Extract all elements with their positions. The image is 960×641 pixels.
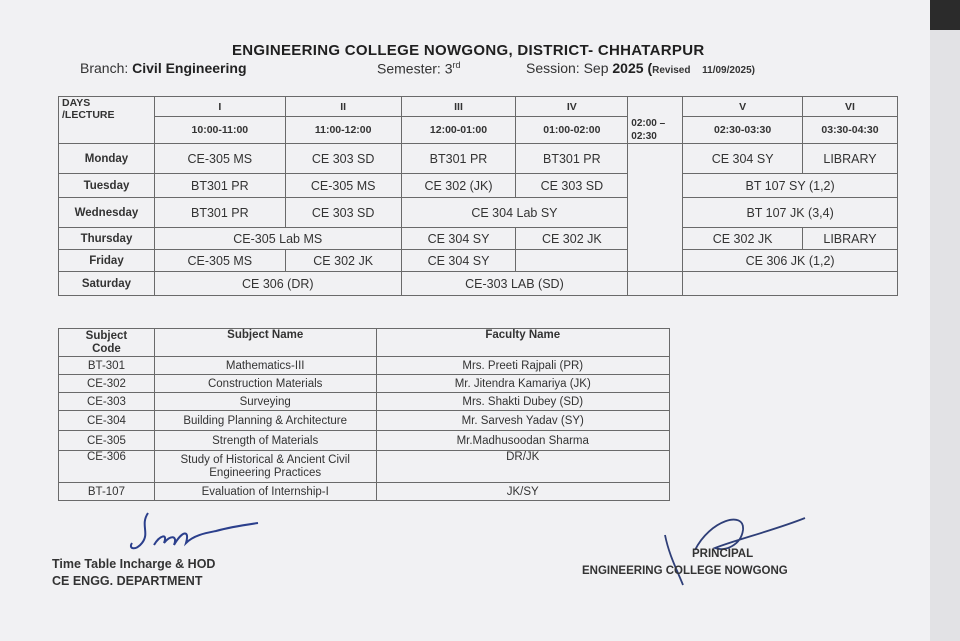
- cell-sat-3: CE-303 LAB (SD): [401, 272, 628, 296]
- semester-sup: rd: [452, 60, 461, 70]
- cell-fri-5: CE 306 JK (1,2): [683, 250, 898, 272]
- hod-title: Time Table Incharge & HOD: [52, 557, 216, 571]
- subject-name-cell: [154, 451, 376, 483]
- timetable: [58, 96, 898, 296]
- subject-code: CE-305: [59, 431, 155, 451]
- faculty-name: Mr.Madhusoodan Sharma: [376, 431, 670, 451]
- cell-fri-3: CE 304 SY: [401, 250, 516, 272]
- day-monday: Monday: [59, 144, 155, 174]
- session-line: [526, 60, 755, 76]
- branch-label: Branch:: [80, 60, 129, 76]
- cell-sat-1: CE 306 (DR): [154, 272, 401, 296]
- day-thursday: Thursday: [59, 228, 155, 250]
- faculty-name: Mr. Jitendra Kamariya (JK): [376, 375, 670, 393]
- lecture-label: /LECTURE: [62, 109, 115, 121]
- subjects-table: [58, 328, 670, 501]
- faculty-name: Mrs. Preeti Rajpali (PR): [376, 357, 670, 375]
- subject-name: Surveying: [154, 393, 376, 411]
- table-row: [59, 451, 670, 483]
- semester-label: Semester:: [377, 60, 441, 77]
- time-2: 11:00-12:00: [285, 117, 401, 144]
- branch-line: [80, 60, 247, 76]
- cell-wed-3: CE 304 Lab SY: [401, 198, 628, 228]
- subject-name: Evaluation of Internship-I: [154, 483, 376, 501]
- table-row: [59, 431, 670, 451]
- table-row: [59, 393, 670, 411]
- day-wednesday: Wednesday: [59, 198, 155, 228]
- time-5: 02:30-03:30: [683, 117, 803, 144]
- cell-wed-5: BT 107 JK (3,4): [683, 198, 898, 228]
- subject-name: Strength of Materials: [154, 431, 376, 451]
- principal-block: [582, 546, 788, 580]
- principal-college: ENGINEERING COLLEGE NOWGONG: [582, 565, 788, 577]
- faculty-name: DR/JK: [376, 451, 670, 483]
- days-label: DAYS: [62, 97, 91, 109]
- cell-thu-4: CE 302 JK: [516, 228, 628, 250]
- subject-name: Building Planning & Architecture: [154, 411, 376, 431]
- cell-mon-3: BT301 PR: [401, 144, 516, 174]
- revised-open: (: [647, 60, 653, 76]
- period-6: VI: [803, 97, 898, 117]
- cell-thu-5: CE 302 JK: [683, 228, 803, 250]
- day-saturday: Saturday: [59, 272, 155, 296]
- break-time: [628, 117, 683, 144]
- cell-mon-4: BT301 PR: [516, 144, 628, 174]
- break-top: [628, 97, 683, 117]
- hod-department: CE ENGG. DEPARTMENT: [52, 574, 203, 588]
- subject-code: BT-107: [59, 483, 155, 501]
- session-label: Session: Sep: [526, 60, 609, 76]
- table-row: [59, 375, 670, 393]
- cell-thu-3: CE 304 SY: [401, 228, 516, 250]
- cell-tue-3: CE 302 (JK): [401, 174, 516, 198]
- subject-name: Construction Materials: [154, 375, 376, 393]
- subject-code: CE-304: [59, 411, 155, 431]
- cell-sat-5: [683, 272, 898, 296]
- cell-wed-2: CE 303 SD: [285, 198, 401, 228]
- header-subject-name: Subject Name: [154, 329, 376, 357]
- cell-mon-5: CE 304 SY: [683, 144, 803, 174]
- faculty-name: JK/SY: [376, 483, 670, 501]
- cell-fri-1: CE-305 MS: [154, 250, 285, 272]
- days-lecture-header: [59, 97, 155, 144]
- header-subject: Subject: [85, 329, 128, 342]
- cell-mon-6: LIBRARY: [803, 144, 898, 174]
- cell-wed-1: BT301 PR: [154, 198, 285, 228]
- cell-mon-1: CE-305 MS: [154, 144, 285, 174]
- cell-fri-4: [516, 250, 628, 272]
- period-5: V: [683, 97, 803, 117]
- hod-signature-block: [52, 556, 215, 590]
- revised-text: Revised: [652, 65, 691, 76]
- period-1: I: [154, 97, 285, 117]
- cell-tue-2: CE-305 MS: [285, 174, 401, 198]
- subject-code: BT-301: [59, 357, 155, 375]
- subject-code: CE-303: [59, 393, 155, 411]
- header-code: Code: [92, 342, 121, 355]
- semester-line: [377, 60, 461, 77]
- cell-tue-5: BT 107 SY (1,2): [683, 174, 898, 198]
- time-6: 03:30-04:30: [803, 117, 898, 144]
- faculty-name: Mr. Sarvesh Yadav (SY): [376, 411, 670, 431]
- table-row: [59, 357, 670, 375]
- period-3: III: [401, 97, 516, 117]
- paper-edge: [930, 30, 960, 641]
- subject-name-line2: Engineering Practices: [209, 466, 322, 479]
- hod-signature: [120, 505, 270, 560]
- break-start: 02:00 –: [631, 117, 666, 129]
- subject-code: CE-302: [59, 375, 155, 393]
- period-2: II: [285, 97, 401, 117]
- subject-code: CE-306: [59, 451, 155, 483]
- cell-thu-6: LIBRARY: [803, 228, 898, 250]
- time-4: 01:00-02:00: [516, 117, 628, 144]
- cell-sat-break: [628, 272, 683, 296]
- lunch-break: [628, 144, 683, 272]
- session-year: 2025: [612, 60, 644, 76]
- time-3: 12:00-01:00: [401, 117, 516, 144]
- semester-value: 3: [444, 60, 453, 77]
- principal-title: PRINCIPAL: [692, 548, 754, 560]
- header-subject-code: [59, 329, 155, 357]
- branch-value: Civil Engineering: [132, 60, 247, 76]
- college-title: ENGINEERING COLLEGE NOWGONG, DISTRICT- CHHATARPUR: [232, 42, 705, 59]
- subject-name: Study of Historical & Ancient Civil: [180, 453, 350, 466]
- day-friday: Friday: [59, 250, 155, 272]
- cell-tue-4: CE 303 SD: [516, 174, 628, 198]
- time-1: 10:00-11:00: [154, 117, 285, 144]
- cell-tue-1: BT301 PR: [154, 174, 285, 198]
- cell-thu-1: CE-305 Lab MS: [154, 228, 401, 250]
- table-row: [59, 411, 670, 431]
- revised-date: 11/09/2025): [702, 65, 755, 76]
- subject-name: Mathematics-III: [154, 357, 376, 375]
- break-end: 02:30: [631, 130, 657, 142]
- header-faculty-name: Faculty Name: [376, 329, 670, 357]
- table-row: [59, 483, 670, 501]
- period-4: IV: [516, 97, 628, 117]
- cell-mon-2: CE 303 SD: [285, 144, 401, 174]
- cell-fri-2: CE 302 JK: [285, 250, 401, 272]
- faculty-name: Mrs. Shakti Dubey (SD): [376, 393, 670, 411]
- day-tuesday: Tuesday: [59, 174, 155, 198]
